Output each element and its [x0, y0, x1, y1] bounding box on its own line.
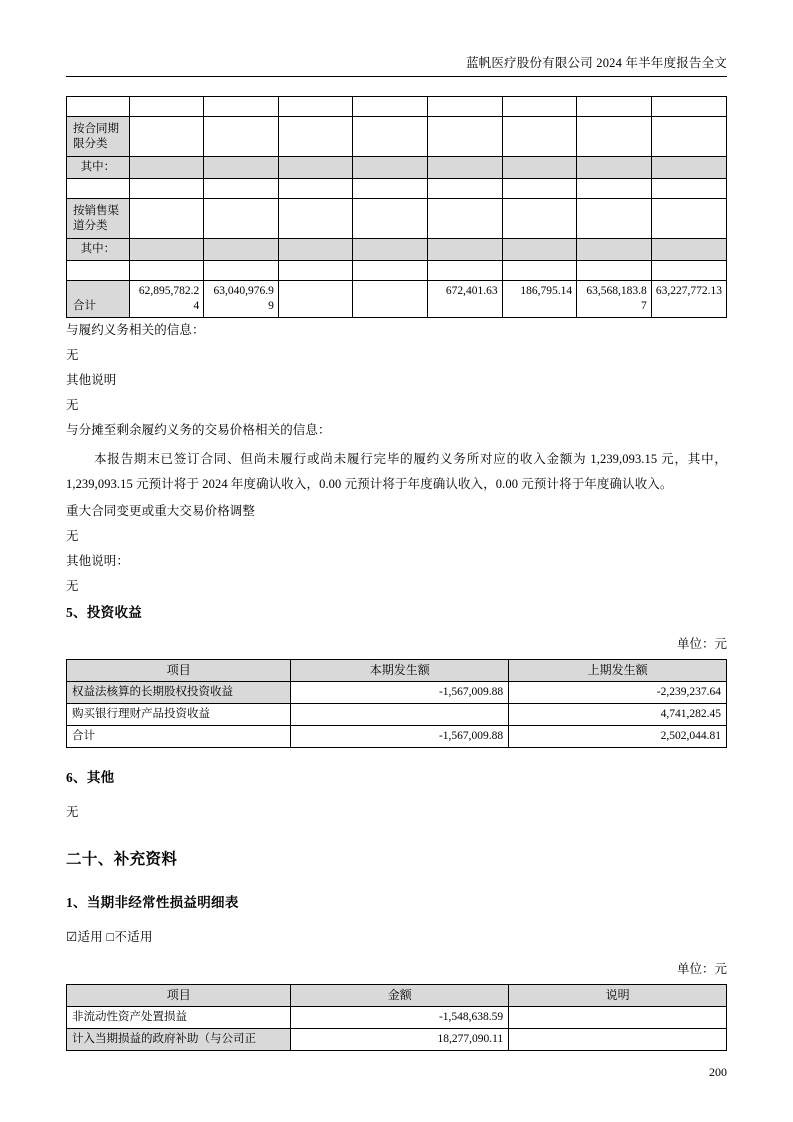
cell-current-period: -1,567,009.88: [291, 682, 509, 704]
table-row: [67, 157, 727, 179]
cell: [502, 157, 577, 179]
cell-item: 购买银行理财产品投资收益: [67, 704, 291, 726]
cell-note: [509, 1007, 727, 1029]
cell: [129, 157, 204, 179]
table-row-total: [67, 281, 727, 318]
revenue-breakdown-table: [66, 96, 727, 318]
cell-previous-period: 4,741,282.45: [509, 704, 727, 726]
performance-obligation-value: 无: [66, 348, 79, 362]
cell: [129, 239, 204, 261]
table-row: [67, 1007, 727, 1029]
cell: [577, 261, 652, 281]
other-explanation-heading: 其他说明: [66, 373, 117, 387]
cell-total-amount: 186,795.14: [502, 281, 577, 318]
cell-total-amount: 672,401.63: [428, 281, 503, 318]
cell-item: 计入当期损益的政府补助（与公司正: [67, 1029, 291, 1051]
cell: [502, 117, 577, 157]
chapter-heading-supplementary: 二十、补充资料: [66, 851, 178, 868]
column-header-item: 项目: [67, 660, 291, 682]
cell: [651, 199, 726, 239]
cell: [353, 97, 428, 117]
cell-current-period-total: -1,567,009.88: [291, 726, 509, 748]
cell: [278, 157, 353, 179]
cell: [577, 199, 652, 239]
contract-change-heading: 重大合同变更或重大交易价格调整: [66, 504, 256, 518]
cell: [502, 261, 577, 281]
section-heading-other: 6、其他: [66, 770, 115, 785]
column-header-item: 项目: [67, 985, 291, 1007]
cell: [502, 97, 577, 117]
table-row: [67, 261, 727, 281]
table-row: [67, 704, 727, 726]
investment-income-table: [66, 659, 727, 748]
cell: [577, 117, 652, 157]
table-row: [67, 1029, 727, 1051]
cell-item: 权益法核算的长期股权投资收益: [67, 682, 291, 704]
sub-heading-nonrecurring-items: 1、当期非经常性损益明细表: [66, 895, 239, 910]
row-label-sales-channel: 按销售渠道分类: [67, 199, 130, 239]
cell-amount: -1,548,638.59: [291, 1007, 509, 1029]
table-row-total: [67, 726, 727, 748]
running-header: 蓝帆医疗股份有限公司 2024 年半年度报告全文: [66, 56, 727, 77]
cell: [428, 117, 503, 157]
other-note-heading: 其他说明：: [66, 554, 130, 568]
other-note-value: 无: [66, 579, 79, 593]
table-row: [67, 97, 727, 117]
cell: [129, 179, 204, 199]
performance-obligation-heading: 与履约义务相关的信息：: [66, 323, 205, 337]
row-label: [67, 179, 130, 199]
cell: [353, 261, 428, 281]
cell-note: [509, 1029, 727, 1051]
cell-total-amount: 63,568,183.87: [577, 281, 652, 318]
cell: [204, 261, 279, 281]
cell: [278, 261, 353, 281]
column-header-note: 说明: [509, 985, 727, 1007]
cell-total-amount: [278, 281, 353, 318]
page-content: [66, 96, 727, 1051]
cell: [428, 179, 503, 199]
cell-previous-period: -2,239,237.64: [509, 682, 727, 704]
cell: [428, 97, 503, 117]
cell: [278, 199, 353, 239]
row-label: [67, 261, 130, 281]
applicability-checkboxes[interactable]: ☑适用 □不适用: [66, 930, 153, 944]
cell: [353, 199, 428, 239]
other-explanation-value: 无: [66, 398, 79, 412]
cell: [204, 117, 279, 157]
cell: [577, 179, 652, 199]
table-header-row: [67, 985, 727, 1007]
cell: [129, 199, 204, 239]
cell: [278, 179, 353, 199]
cell: [651, 179, 726, 199]
other-section-value: 无: [66, 805, 79, 819]
row-label-of-which: 其中：: [67, 157, 130, 179]
cell-item-total: 合计: [67, 726, 291, 748]
cell: [428, 261, 503, 281]
table-row: [67, 682, 727, 704]
column-header-previous-period: 上期发生额: [509, 660, 727, 682]
column-header-current-period: 本期发生额: [291, 660, 509, 682]
cell: [278, 117, 353, 157]
cell: [129, 117, 204, 157]
cell: [428, 199, 503, 239]
cell: [651, 97, 726, 117]
contract-change-value: 无: [66, 529, 79, 543]
cell: [577, 239, 652, 261]
unit-label-investment-income: 单位：元: [676, 637, 727, 651]
cell-amount: 18,277,090.11: [291, 1029, 509, 1051]
remaining-obligation-heading: 与分摊至剩余履约义务的交易价格相关的信息：: [66, 423, 331, 437]
cell: [204, 239, 279, 261]
cell-current-period: [291, 704, 509, 726]
column-header-amount: 金额: [291, 985, 509, 1007]
cell: [278, 239, 353, 261]
cell: [353, 157, 428, 179]
cell-total-amount: 63,227,772.13: [651, 281, 726, 318]
cell: [129, 97, 204, 117]
cell: [204, 179, 279, 199]
cell: [204, 199, 279, 239]
cell-total-amount: 63,040,976.99: [204, 281, 279, 318]
cell: [428, 239, 503, 261]
cell: [651, 117, 726, 157]
cell: [353, 117, 428, 157]
cell: [502, 179, 577, 199]
cell: [577, 157, 652, 179]
row-label-contract-term: 按合同期限分类: [67, 117, 130, 157]
cell: [577, 97, 652, 117]
table-row: [67, 239, 727, 261]
cell: [651, 239, 726, 261]
table-row: [67, 179, 727, 199]
cell: [278, 97, 353, 117]
cell: [129, 261, 204, 281]
table-row: [67, 199, 727, 239]
section-heading-investment-income: 5、投资收益: [66, 605, 143, 620]
cell-total-amount: 62,895,782.24: [129, 281, 204, 318]
unit-label-supplementary: 单位：元: [676, 962, 727, 976]
table-row: [67, 117, 727, 157]
cell: [651, 261, 726, 281]
cell: [204, 157, 279, 179]
cell: [353, 179, 428, 199]
cell-total-amount: [353, 281, 428, 318]
table-header-row: [67, 660, 727, 682]
cell: [428, 157, 503, 179]
cell: [502, 199, 577, 239]
cell: [204, 97, 279, 117]
cell: [502, 239, 577, 261]
remaining-obligation-paragraph: 本报告期末已签订合同、但尚未履行或尚未履行完毕的履约义务所对应的收入金额为 1,239,093.15 元，其中，1,239,093.15 元预计将于 2024 年度确认收入，0.00 元预计将于年度确认收入，0.00 元预计将于年度确认收入。: [66, 452, 727, 491]
page-number: 200: [709, 1065, 727, 1079]
cell: [651, 157, 726, 179]
cell-previous-period-total: 2,502,044.81: [509, 726, 727, 748]
nonrecurring-items-table: [66, 984, 727, 1051]
cell-item: 非流动性资产处置损益: [67, 1007, 291, 1029]
row-label: [67, 97, 130, 117]
row-label-of-which: 其中：: [67, 239, 130, 261]
cell: [353, 239, 428, 261]
row-label-total: 合计: [67, 281, 130, 318]
